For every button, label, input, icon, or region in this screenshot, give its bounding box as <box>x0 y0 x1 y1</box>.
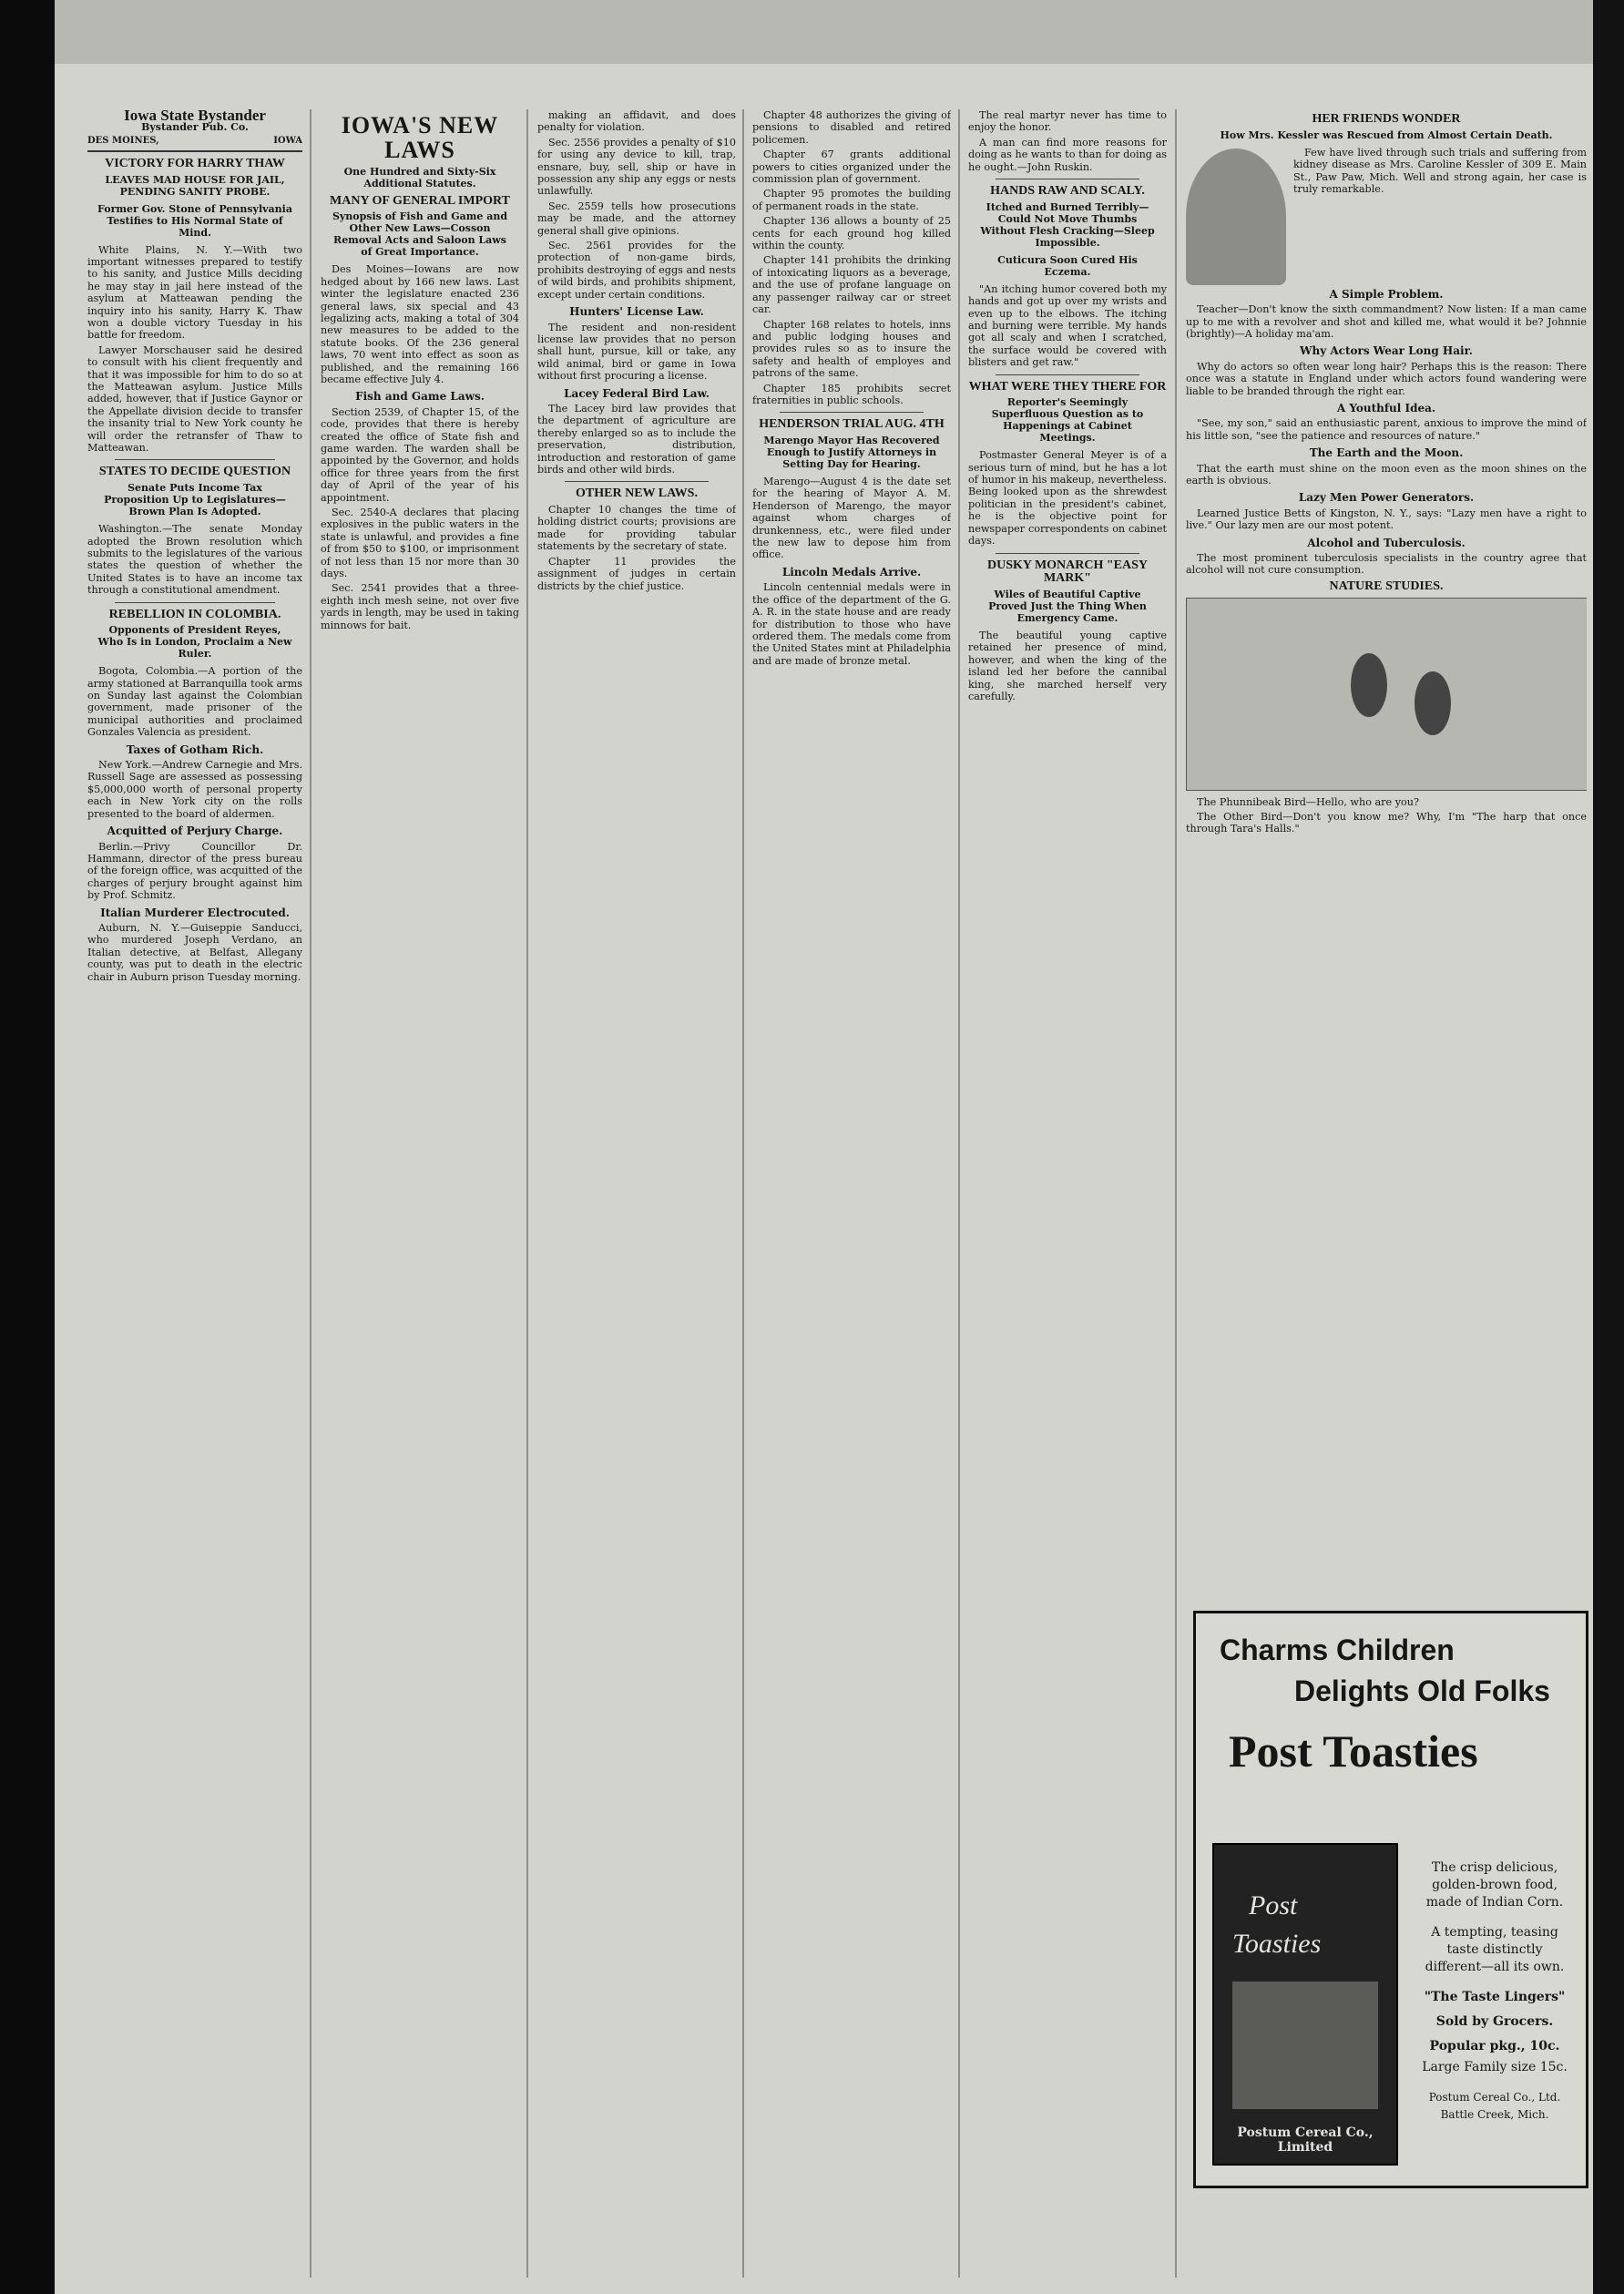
column-rule <box>958 109 960 2278</box>
ad-copy-line: A tempting, teasing taste distinctly different—all its own. <box>1425 1925 1565 1974</box>
article-paragraph: The beautiful young captive retained her presence of mind, however, and when the king of the island led her before the cannibal king, she marched herself very carefully. <box>968 629 1167 702</box>
article-paragraph: Chapter 10 changes the time of holding district courts; provisions are made for providing tabular statements by the secretary of state. <box>537 504 736 553</box>
headline: OTHER NEW LAWS. <box>576 486 698 501</box>
article-paragraph: The Other Bird—Don't you know me? Why, I'm "The harp that once through Tara's Halls." <box>1186 810 1587 835</box>
headline-deck: Marengo Mayor Has Recovered Enough to Justify Attorneys in Setting Day for Hearing. <box>763 435 940 471</box>
subheading: A Simple Problem. <box>1329 287 1444 301</box>
article-paragraph: Lincoln centennial medals were in the office of the department of the G. A. R. in the state house and are ready for distribution to those who have ordered them. The medals come from the United States mint at Philadelphia and are made of bronze metal. <box>752 581 951 667</box>
subheading: Lacey Federal Bird Law. <box>564 386 710 400</box>
article-paragraph: Des Moines—Iowans are now hedged about by 166 new laws. Last winter the legislature enacted 236 general laws, six special and 43 legalizing acts, making a total of 304 new measures to be added to the statute books. Of the 236 general laws, 70 went into effect as soon as published, and the remaining 166 became effective July 4. <box>321 263 519 385</box>
article-paragraph: Chapter 95 promotes the building of permanent roads in the state. <box>752 188 951 212</box>
column-2 <box>321 109 519 2259</box>
column-rule <box>1175 109 1177 2278</box>
headline: HANDS RAW AND SCALY. <box>990 184 1145 199</box>
article-paragraph: Chapter 185 prohibits secret fraternities in public schools. <box>752 382 951 406</box>
headline: HENDERSON TRIAL AUG. 4TH <box>759 417 945 432</box>
subheading: Italian Murderer Electrocuted. <box>100 906 290 919</box>
scan-top-margin <box>0 0 1624 64</box>
headline: NATURE STUDIES. <box>1329 579 1444 593</box>
headline-deck: Former Gov. Stone of Pennsylvania Testifies to His Normal State of Mind. <box>97 202 292 239</box>
article-paragraph: The Lacey bird law provides that the department of agriculture are thereby enlarged so as to include the preservation, distribution, introduction and restoration of game birds and other wild birds. <box>537 402 736 476</box>
article-paragraph: Berlin.—Privy Councillor Dr. Hammann, director of the press bureau of the foreign office, was acquitted of the charges of perjury brought against him by Prof. Schmitz. <box>87 840 302 902</box>
masthead-publisher: Bystander Pub. Co. <box>141 121 249 134</box>
divider <box>996 374 1139 375</box>
ad-price: Large Family size 15c. <box>1422 2060 1568 2074</box>
headline: STATES TO DECIDE QUESTION <box>98 465 291 479</box>
article-paragraph: Few have lived through such trials and suffering from kidney disease as Mrs. Caroline Kessler of 309 E. Main St., Paw Paw, Mich. Well and strong again, her case is truly remarkable. <box>1293 146 1587 195</box>
article-paragraph: Sec. 2541 provides that a three-eighth inch mesh seine, not over five yards in length, may be used in taking minnows for bait. <box>321 582 519 631</box>
masthead-state: IOWA <box>273 136 302 147</box>
ad-price: Popular pkg., 10c. <box>1429 2039 1560 2053</box>
headline-deck: How Mrs. Kessler was Rescued from Almost Certain Death. <box>1220 128 1553 141</box>
ad-copy <box>1422 1859 1568 2124</box>
article-paragraph: The most prominent tuberculosis specialists in the country agree that alcohol will not cure consumption. <box>1186 552 1587 577</box>
headline: VICTORY FOR HARRY THAW <box>105 156 285 170</box>
article-paragraph: Auburn, N. Y.—Guiseppie Sanducci, who murdered Joseph Verdano, an Italian detective, at Belfast, Allegany county, was put to death in the electric chair in Auburn prison Tuesday morning. <box>87 921 302 983</box>
ad-headline: Charms Children <box>1220 1633 1455 1666</box>
headline: REBELLION IN COLOMBIA. <box>108 607 281 621</box>
article-paragraph: Chapter 168 relates to hotels, inns and public lodging houses and provides rules so as to insure the safety and health of employes and patrons of the same. <box>752 318 951 380</box>
masthead-title: Iowa State Bystander <box>124 109 266 124</box>
column-3 <box>537 109 736 2259</box>
column-1 <box>87 109 302 2259</box>
article-paragraph: Section 2539, of Chapter 15, of the code, provides that there is hereby created the office of State fish and game warden. The warden shall be appointed by the Governor, and holds office for three years from the first day of April of the year of his appointment. <box>321 405 519 504</box>
box-label: Toasties <box>1232 1929 1322 1959</box>
column-4 <box>752 109 951 2259</box>
headline: IOWA'S NEW LAWS <box>341 112 499 164</box>
portrait-illustration <box>1186 148 1286 285</box>
cartoon-illustration <box>1186 598 1587 791</box>
headline-deck: Opponents of President Reyes, Who Is in London, Proclaim a New Ruler. <box>97 624 292 661</box>
divider <box>115 602 275 603</box>
article-paragraph: The Phunnibeak Bird—Hello, who are you? <box>1197 795 1419 808</box>
article-paragraph: Learned Justice Betts of Kingston, N. Y., says: "Lazy men have a right to live." Our lazy men are our most potent. <box>1186 507 1587 532</box>
ad-tagline: "The Taste Lingers" <box>1424 1990 1566 2004</box>
article-paragraph: Chapter 48 authorizes the giving of pensions to disabled and retired policemen. <box>752 109 951 146</box>
bird-figure <box>1415 671 1451 735</box>
headline: DUSKY MONARCH "EASY MARK" <box>986 558 1149 586</box>
bird-figure <box>1351 653 1387 717</box>
article-paragraph: Sec. 2561 provides for the protection of non-game birds, prohibits destroying of eggs and nests of wild birds, and prohibits shipment, except under certain conditions. <box>537 240 736 301</box>
ad-brand-title: Post Toasties <box>1229 1726 1478 1777</box>
masthead-city: DES MOINES, <box>87 136 159 147</box>
ad-copy-line: The crisp delicious, golden-brown food, made of Indian Corn. <box>1425 1860 1564 1910</box>
article-paragraph: Sec. 2556 provides a penalty of $10 for using any device to kill, trap, ensnare, buy, sell, ship or have in possession any ship any eggs or nests unlawfully. <box>537 136 736 198</box>
article-paragraph: Teacher—Don't know the sixth commandment? Now listen: If a man came up to me with a revolver and shot and killed me, what would it be? Johnnie (brightly)—A holiday ma'am. <box>1186 303 1587 340</box>
ad-company: Postum Cereal Co., Ltd. Battle Creek, Mich. <box>1428 2091 1561 2121</box>
headline: MANY OF GENERAL IMPORT <box>330 193 510 208</box>
article-paragraph: Why do actors so often wear long hair? Perhaps this is the reason: There once was a statute in England under which actors found wandering were liable to be branded through the right ear. <box>1186 360 1587 397</box>
headline-deck: Synopsis of Fish and Game and Other New Laws—Cosson Removal Acts and Saloon Laws of Great Importance. <box>332 210 508 259</box>
subheading: The Earth and the Moon. <box>1309 446 1464 460</box>
article-paragraph: Chapter 141 prohibits the drinking of intoxicating liquors as a beverage, and the use of profane language on any passenger railway car or street car. <box>752 254 951 316</box>
divider <box>780 412 924 413</box>
subheading: Taxes of Gotham Rich. <box>126 742 264 756</box>
subheading: A Youthful Idea. <box>1336 401 1436 415</box>
headline-deck: One Hundred and Sixty-Six Additional Statutes. <box>343 165 496 189</box>
subheading: Lincoln Medals Arrive. <box>781 565 922 579</box>
headline: HER FRIENDS WONDER <box>1312 112 1461 126</box>
box-label: Post <box>1249 1890 1298 1920</box>
column-rule <box>742 109 744 2278</box>
subheading: Lazy Men Power Generators. <box>1298 491 1475 505</box>
article-paragraph: Chapter 67 grants additional powers to cities organized under the commission plan of government. <box>752 148 951 186</box>
article-paragraph: Marengo—August 4 is the date set for the hearing of Mayor A. M. Henderson of Marengo, the mayor against whom charges of drunkenness, etc., were filed under the new law to depose him from office. <box>752 476 951 561</box>
masthead-dateline <box>87 135 302 151</box>
subheading: Why Actors Wear Long Hair. <box>1300 344 1473 358</box>
divider <box>996 553 1139 554</box>
ad-headline: Delights Old Folks <box>1294 1674 1550 1707</box>
headline-deck: Reporter's Seemingly Superfluous Question as to Happenings at Cabinet Meetings. <box>991 396 1144 445</box>
headline-deck: Cuticura Soon Cured His Eczema. <box>997 253 1138 278</box>
article-paragraph: A man can find more reasons for doing as he wants to than for doing as he ought.—John Ruskin. <box>968 136 1167 173</box>
subheading: Hunters' License Law. <box>569 305 704 319</box>
box-maker: Postum Cereal Co., Limited <box>1237 2125 1374 2155</box>
article-paragraph: That the earth must shine on the moon even as the moon shines on the earth is obvious. <box>1186 462 1587 486</box>
scan-left-border <box>0 0 55 2294</box>
article-paragraph: The resident and non-resident license law provides that no person shall hunt, pursue, kill or take, any wild animal, bird or game in Iowa without first procuring a license. <box>537 321 736 383</box>
article-paragraph: Chapter 11 provides the assignment of judges in certain districts by the chief justice. <box>537 555 736 592</box>
article-paragraph: "An itching humor covered both my hands and got up over my wrists and even up to the elbows. The itching and burning were terrible. My hands got all scaly and when I scratched, the surface would be covered with blisters and get raw." <box>968 282 1167 369</box>
article-paragraph: Lawyer Morschauser said he desired to consult with his client frequently and that it was impossible for him to do so at the Matteawan asylum. Justice Mills added, however, that if Justice Gaynor or the Appellate division decide to transfer the insanity trial to New York county he will order the retransfer of Thaw to Matteawan. <box>87 343 302 454</box>
column-rule <box>526 109 528 2278</box>
article-paragraph: making an affidavit, and does penalty for violation. <box>537 109 736 134</box>
headline-deck: Wiles of Beautiful Captive Proved Just the Thing When Emergency Came. <box>988 588 1147 624</box>
article-paragraph: "See, my son," said an enthusiastic parent, anxious to improve the mind of his little son, "see the patience and resources of nature." <box>1186 417 1587 442</box>
article-paragraph: The real martyr never has time to enjoy the honor. <box>968 109 1167 134</box>
headline-deck: LEAVES MAD HOUSE FOR JAIL, PENDING SANITY PROBE. <box>105 173 285 198</box>
ad-copy-line: Sold by Grocers. <box>1435 2014 1554 2029</box>
article-paragraph: Postmaster General Meyer is of a serious turn of mind, but he has a lot of humor in his makeup, nevertheless. Being looked upon as the shrewdest politician in the president's cabinet, he is the objective point for newspaper correspondents on cabinet days. <box>968 449 1167 548</box>
cereal-box-illustration <box>1212 1843 1398 2166</box>
post-toasties-advertisement <box>1193 1611 1588 2188</box>
subheading: Fish and Game Laws. <box>355 390 485 404</box>
scan-right-border <box>1593 0 1624 2294</box>
headline-deck: Senate Puts Income Tax Proposition Up to Legislatures—Brown Plan Is Adopted. <box>104 482 286 518</box>
article-paragraph: Chapter 136 allows a bounty of 25 cents for each ground hog killed within the county. <box>752 215 951 252</box>
headline: WHAT WERE THEY THERE FOR <box>968 379 1167 394</box>
column-5 <box>968 109 1167 2259</box>
headline-deck: Itched and Burned Terribly—Could Not Move Thumbs Without Flesh Cracking—Sleep Impossible. <box>980 200 1155 249</box>
article-paragraph: White Plains, N. Y.—With two important witnesses prepared to testify to his sanity, and Justice Mills deciding he may stay in jail here instead of the asylum at Matteawan pending the inquiry into his sanity, Harry K. Thaw won a double victory Tuesday in his battle for freedom. <box>87 243 302 342</box>
article-paragraph: Sec. 2559 tells how prosecutions may be made, and the attorney general shall give opinions. <box>537 200 736 237</box>
box-picture-panel <box>1232 1982 1378 2109</box>
article-paragraph: Bogota, Colombia.—A portion of the army stationed at Barranquilla took arms on Sunday last against the Colombian government, made prisoner of the municipal authorities and proclaimed Gonzales Valencia as president. <box>87 665 302 739</box>
subheading: Alcohol and Tuberculosis. <box>1307 536 1466 549</box>
subheading: Acquitted of Perjury Charge. <box>107 824 283 838</box>
article-paragraph: Sec. 2540-A declares that placing explosives in the public waters in the state is unlawful, and provides a fine of from $50 to $100, or imprisonment of not less than 15 nor more than 30 days. <box>321 507 519 580</box>
divider <box>115 459 275 460</box>
divider <box>565 481 709 482</box>
column-6 <box>1186 109 1587 1594</box>
column-rule <box>310 109 312 2278</box>
article-paragraph: Washington.—The senate Monday adopted the Brown resolution which submits to the legislatures of the various states the question of whether the United States is to have an income tax through a constitutional amendment. <box>87 523 302 597</box>
article-paragraph: New York.—Andrew Carnegie and Mrs. Russell Sage are assessed as possessing $5,000,000 worth of personal property each in New York city on the rolls presented to the board of aldermen. <box>87 759 302 820</box>
